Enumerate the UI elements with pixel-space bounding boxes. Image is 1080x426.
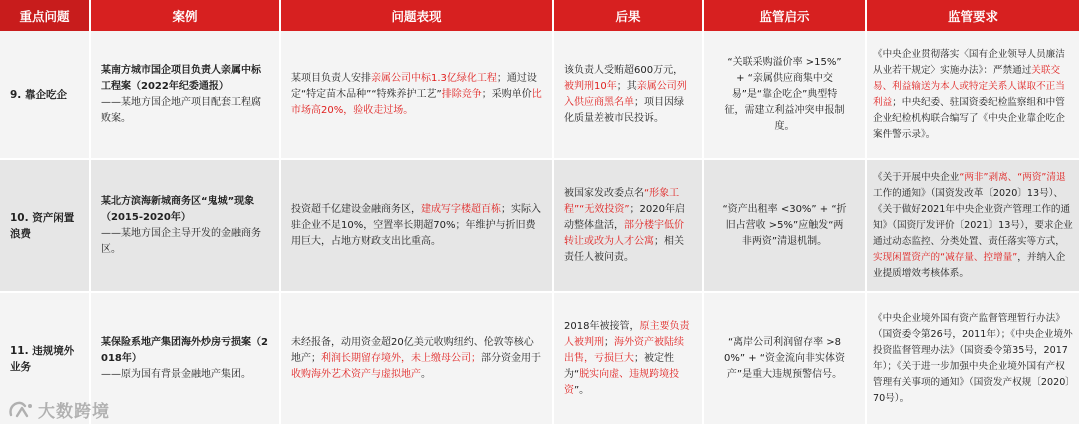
highlight-text: 被判刑10年	[564, 80, 617, 92]
issue-cell	[280, 159, 553, 292]
highlight-text: “两非”剥离、“两资”清退	[959, 171, 1066, 183]
cell-text: 该负责人受贿超600万元，	[564, 64, 684, 76]
topic-cell: 9. 靠企吃企	[0, 31, 90, 159]
highlight-text: 实现闲置资产的“减存量、控增量”	[873, 251, 1018, 263]
cell-text: 《中央企业境外国有资产监督管理暂行办法》（国资委令第26号，2011年）；《中央企业境外投资监督管理办法》（国资委令第35号，2017年）；《关于进一步加强中央企业境外国有产权管理有关事项的通知》（国资发产权规〔2020〕70号）。	[873, 312, 1073, 404]
header-insight: 监管启示	[703, 0, 866, 31]
cell-text: 被国家发改委点名	[564, 187, 644, 199]
case-name: 某北方滨海新城商务区“鬼城”现象（2015-2020年）	[101, 195, 255, 223]
header-topic: 重点问题	[0, 0, 90, 31]
cell-text: ；实际入驻企业不足10%，空置率长期超70%；年维护与折旧费用巨大，占地方财政支出比重高。	[291, 203, 541, 247]
result-cell	[553, 292, 703, 425]
insight-cell: “离岸公司利润留存率 >80%” + “资金流向非实体资产”是重大违规预警信号。	[703, 292, 866, 425]
requirement-cell	[866, 292, 1080, 425]
cell-text: 《关于开展中央企业	[873, 171, 960, 183]
header-row	[0, 0, 1080, 31]
highlight-text: 关联交易、利益输送为本人或特定关系人谋取不正当利益	[873, 64, 1065, 108]
highlight-text: 部分楼宇低价转让或改为人才公寓	[564, 219, 684, 247]
cell-text: 未经报备，动用资金超20亿美元收购纽约、伦敦等核心地产；	[291, 336, 534, 364]
requirement-cell	[866, 159, 1080, 292]
cell-text: 某项目负责人安排	[291, 72, 371, 84]
case-cell	[90, 292, 280, 425]
header-result: 后果	[553, 0, 703, 31]
issue-cell	[280, 292, 553, 425]
topic-cell: 11. 违规境外业务	[0, 292, 90, 425]
issue-cell	[280, 31, 553, 159]
cell-text: ，并纳入企业提质增效考核体系。	[873, 251, 1066, 279]
cell-text: ”。	[574, 384, 590, 396]
cell-text: ；2020年启动整体盘活，	[564, 203, 685, 231]
table-row	[0, 159, 1080, 292]
case-name: 某南方城市国企项目负责人亲属中标工程案（2022年纪委通报）	[101, 64, 261, 92]
cell-text: 工作的通知》（国资发改革〔2020〕13号）、《关于做好2021年中央企业资产管理工作的通知》（国资厅发评价〔2021〕13号），要求企业通过动态监控、分类处置、责任落实等方式，	[873, 187, 1073, 247]
highlight-text: 建成写字楼超百栋	[421, 203, 501, 215]
highlight-text: 比市场高20%，验收走过场。	[291, 88, 542, 116]
case-cell	[90, 159, 280, 292]
case-desc: ——某地方国企地产项目配套工程腐败案。	[101, 96, 261, 124]
cell-text: ；	[604, 336, 614, 348]
highlight-text: 海外资产被陆续出售，亏损巨大	[564, 336, 684, 364]
header-issue: 问题表现	[280, 0, 553, 31]
highlight-text: 脱实向虚、违规跨境投资	[564, 368, 680, 396]
cell-text: ；通过设定“特定苗木品种”“特殊养护工艺”	[291, 72, 537, 100]
header-requirement: 监管要求	[866, 0, 1080, 31]
cell-text: ；被定性为“	[564, 352, 674, 380]
logo-icon	[8, 400, 34, 420]
cell-text: ；中央纪委、驻国资委纪检监察组和中管企业纪检机构联合编写了《中央企业靠企吃企案件警示录》。	[873, 96, 1065, 140]
result-cell	[553, 31, 703, 159]
table-row	[0, 292, 1080, 425]
case-desc: ——原为国有背景金融地产集团。	[101, 368, 251, 380]
cell-text: 《中央企业贯彻落实〈国有企业领导人员廉洁从业若干规定〉实施办法》：严禁通过	[873, 48, 1065, 76]
cell-text: 投资超千亿建设金融商务区，	[291, 203, 421, 215]
cell-text: 2018年被接管，	[564, 320, 640, 332]
case-name: 某保险系地产集团海外炒房亏损案（2018年）	[101, 336, 268, 364]
cell-text: ；其	[616, 80, 637, 92]
result-cell	[553, 159, 703, 292]
cell-text: 部分资金用于	[481, 352, 541, 364]
highlight-text: 亲属公司中标1.3亿绿化工程	[371, 72, 497, 84]
watermark-text: 大数跨境	[38, 402, 110, 422]
watermark	[8, 397, 110, 422]
highlight-text: 原主要负责人被判刑	[564, 320, 690, 348]
insight-cell: “关联采购溢价率 >15%” + “亲属供应商集中交易”是“靠企吃企”典型特征，需建立利益冲突申报制度。	[703, 31, 866, 159]
highlight-text: 利润长期留存境外，未上缴母公司；	[321, 352, 481, 364]
highlight-text: 收购海外艺术资产与虚拟地产	[291, 368, 421, 380]
topic-cell: 10. 资产闲置浪费	[0, 159, 90, 292]
highlight-text: 排除竞争	[441, 88, 482, 100]
insight-cell: “资产出租率 <30%” + “折旧占营收 >5%”应触发“两非两资”清退机制。	[703, 159, 866, 292]
header-case: 案例	[90, 0, 280, 31]
case-desc: ——某地方国企主导开发的金融商务区。	[101, 227, 261, 255]
cell-text: ；相关责任人被问责。	[564, 235, 684, 263]
requirement-cell	[866, 31, 1080, 159]
table-row	[0, 31, 1080, 159]
cell-text: 。	[421, 368, 431, 380]
cell-text: ；采购单价	[481, 88, 532, 100]
highlight-text: 亲属公司列入供应商黑名单	[564, 80, 687, 108]
cell-text: ；项目因绿化质量差被市民投诉。	[564, 96, 684, 124]
highlight-text: “形象工程”“无效投资”	[564, 187, 680, 215]
case-cell	[90, 31, 280, 159]
